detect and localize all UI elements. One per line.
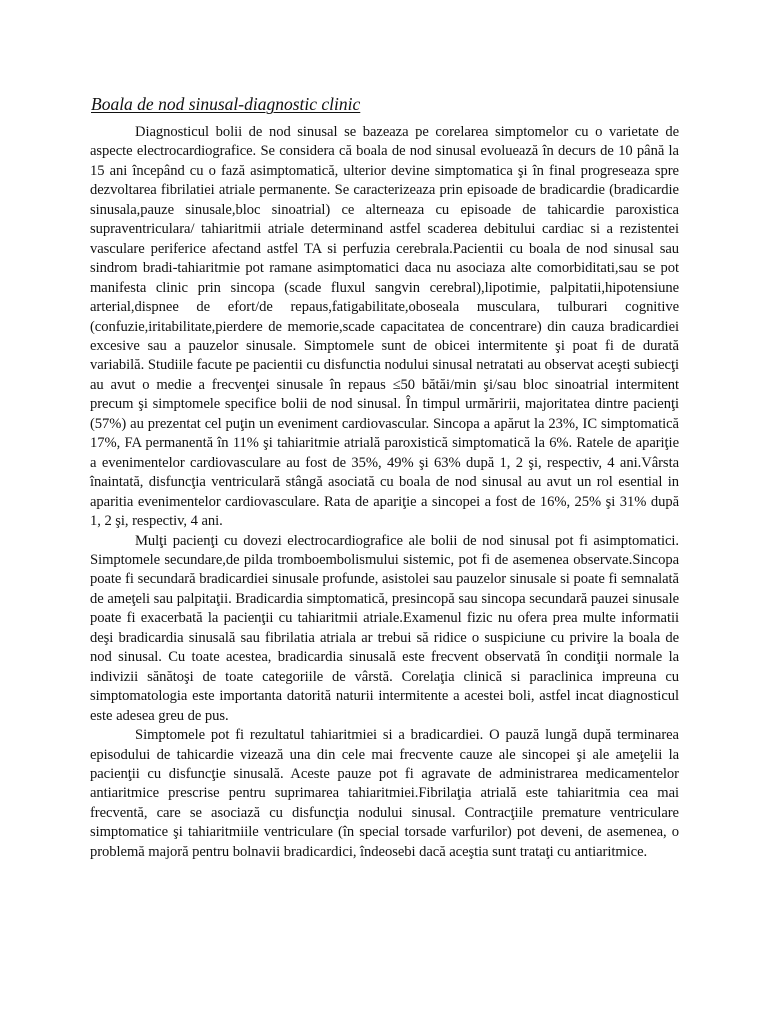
paragraph-tachyarrhythmia-symptoms: Simptomele pot fi rezultatul tahiaritmiei si a bradicardiei. O pauză lungă după terminarea episodului de tahicardie vizează una din cele mai frecvente cauze ale sincopei şi ale ameţelii la pacienţii cu disfuncţie sinusală. Aceste pauze pot fi agravate de administrarea medicamentelor antiaritmice prescrise pentru suprimarea tahiaritmiei.Fibrilaţia atrială este tahiaritmia cea mai frecventă, care se asociază cu disfuncţia nodului sinusal. Contracţiile premature ventriculare simptomatice şi tahiaritmiile ventriculare (în special torsade varfurilor) pot deveni, de asemenea, o problemă majoră pentru bolnavii bradicardici, îndeosebi dacă aceştia sunt trataţi cu antiaritmice. [90,727,679,860]
document-title: Boala de nod sinusal-diagnostic clinic [91,94,361,114]
document-body [90,123,679,862]
paragraph-asymptomatic-patients: Mulţi pacienţi cu dovezi electrocardiografice ale bolii de nod sinusal pot fi asimptomatici. Simptomele secundare,de pilda tromboembolismului sistemic, pot fi de asemenea observate.Sincopa poate fi secundară bradicardiei sinusale profunde, asistolei sau pauzelor sinusale si poate fi semnalată de ameţeli sau palpitaţii. Bradicardia simptomatică, presincopă sau sincopa secundară pauzei sinusale poate fi exacerbată la pacienţii cu tahiaritmii atriale.Examenul fizic nu ofera prea multe informatii deşi bradicardia sinusală sau fibrilatia atriala ar trebui să ridice o suspiciune cu privire la boala de nod sinusal. Cu toate acestea, bradicardia sinusală este frecvent observată în condiţii normale la indivizii sănătoşi de toate categoriile de vârstă. Corelaţia clinică si paraclinica impreuna cu simptomatologia este importanta datorită naturii intermitente a acestei boli, astfel incat diagnosticul este adesea greu de pus. [90,532,679,724]
paragraph-diagnostic-overview: Diagnosticul bolii de nod sinusal se bazeaza pe corelarea simptomelor cu o varietate de aspecte electrocardiografice. Se considera că boala de nod sinusal evoluează în decurs de 10 până la 15 ani începând cu o fază asimptomatică, ulterior devine simptomatica şi în final progreseaza spre dezvoltarea fibrilatiei atriale permanente. Se caracterizeaza prin episoade de bradicardie (bradicardie sinusala,pauze sinusale,bloc sinoatrial) ce alterneaza cu episoade de tahicardie paroxistica supraventriculara/ tahiaritmii atriale determinand astfel scaderea debitului cardiac si a rezistentei vasculare periferice afectand astfel TA si perfuzia cerebrala.Pacientii cu boala de nod sinusal sau sindrom bradi-tahiaritmie pot ramane asimptomatici daca nu asociaza alte comorbiditati,sau se pot manifesta clinic prin sincopa (scade fluxul sangvin cerebral),lipotimie, palpitatii,hipotensiune arterial,dispnee de efort/de repaus,fatigabilitate,oboseala musculara, tulburari cognitive (confuzie,iritabilitate,pierdere de memorie,scade capacitatea de concentrare) din cauza bradicardiei excesive sau a pauzelor sinusale. Simptomele sunt de obicei intermitente şi poat fi de durată variabilă. Studiile facute pe pacientii cu disfunctia nodului sinusal netratati au observat aceşti subiecţi au avut o medie a frecvenţei sinusale în repaus ≤50 bătăi/min şi/sau bloc sinoatrial intermitent precum şi simptomele specifice bolii de nod sinusal. În timpul urmăririi, majoritatea dintre pacienţi (57%) au prezentat cel puţin un eveniment cardiovascular. Sincopa a apărut la 23%, IC simptomatică 17%, FA permanentă în 11% şi tahiaritmie atrială paroxistică simptomatică la 6%. Ratele de apariţie a evenimentelor cardiovasculare au fost de 35%, 49% şi 63% după 1, 2 şi, respectiv, 4 ani.Vârsta înaintată, disfuncţia ventriculară stângă asociată cu boala de nod sinusal au avut un rol esential in aparitia evenimentelor cardiovasculare. Rata de apariţie a sincopei a fost de 16%, 25% şi 31% după 1, 2 şi, respectiv, 4 ani. [90,124,679,530]
